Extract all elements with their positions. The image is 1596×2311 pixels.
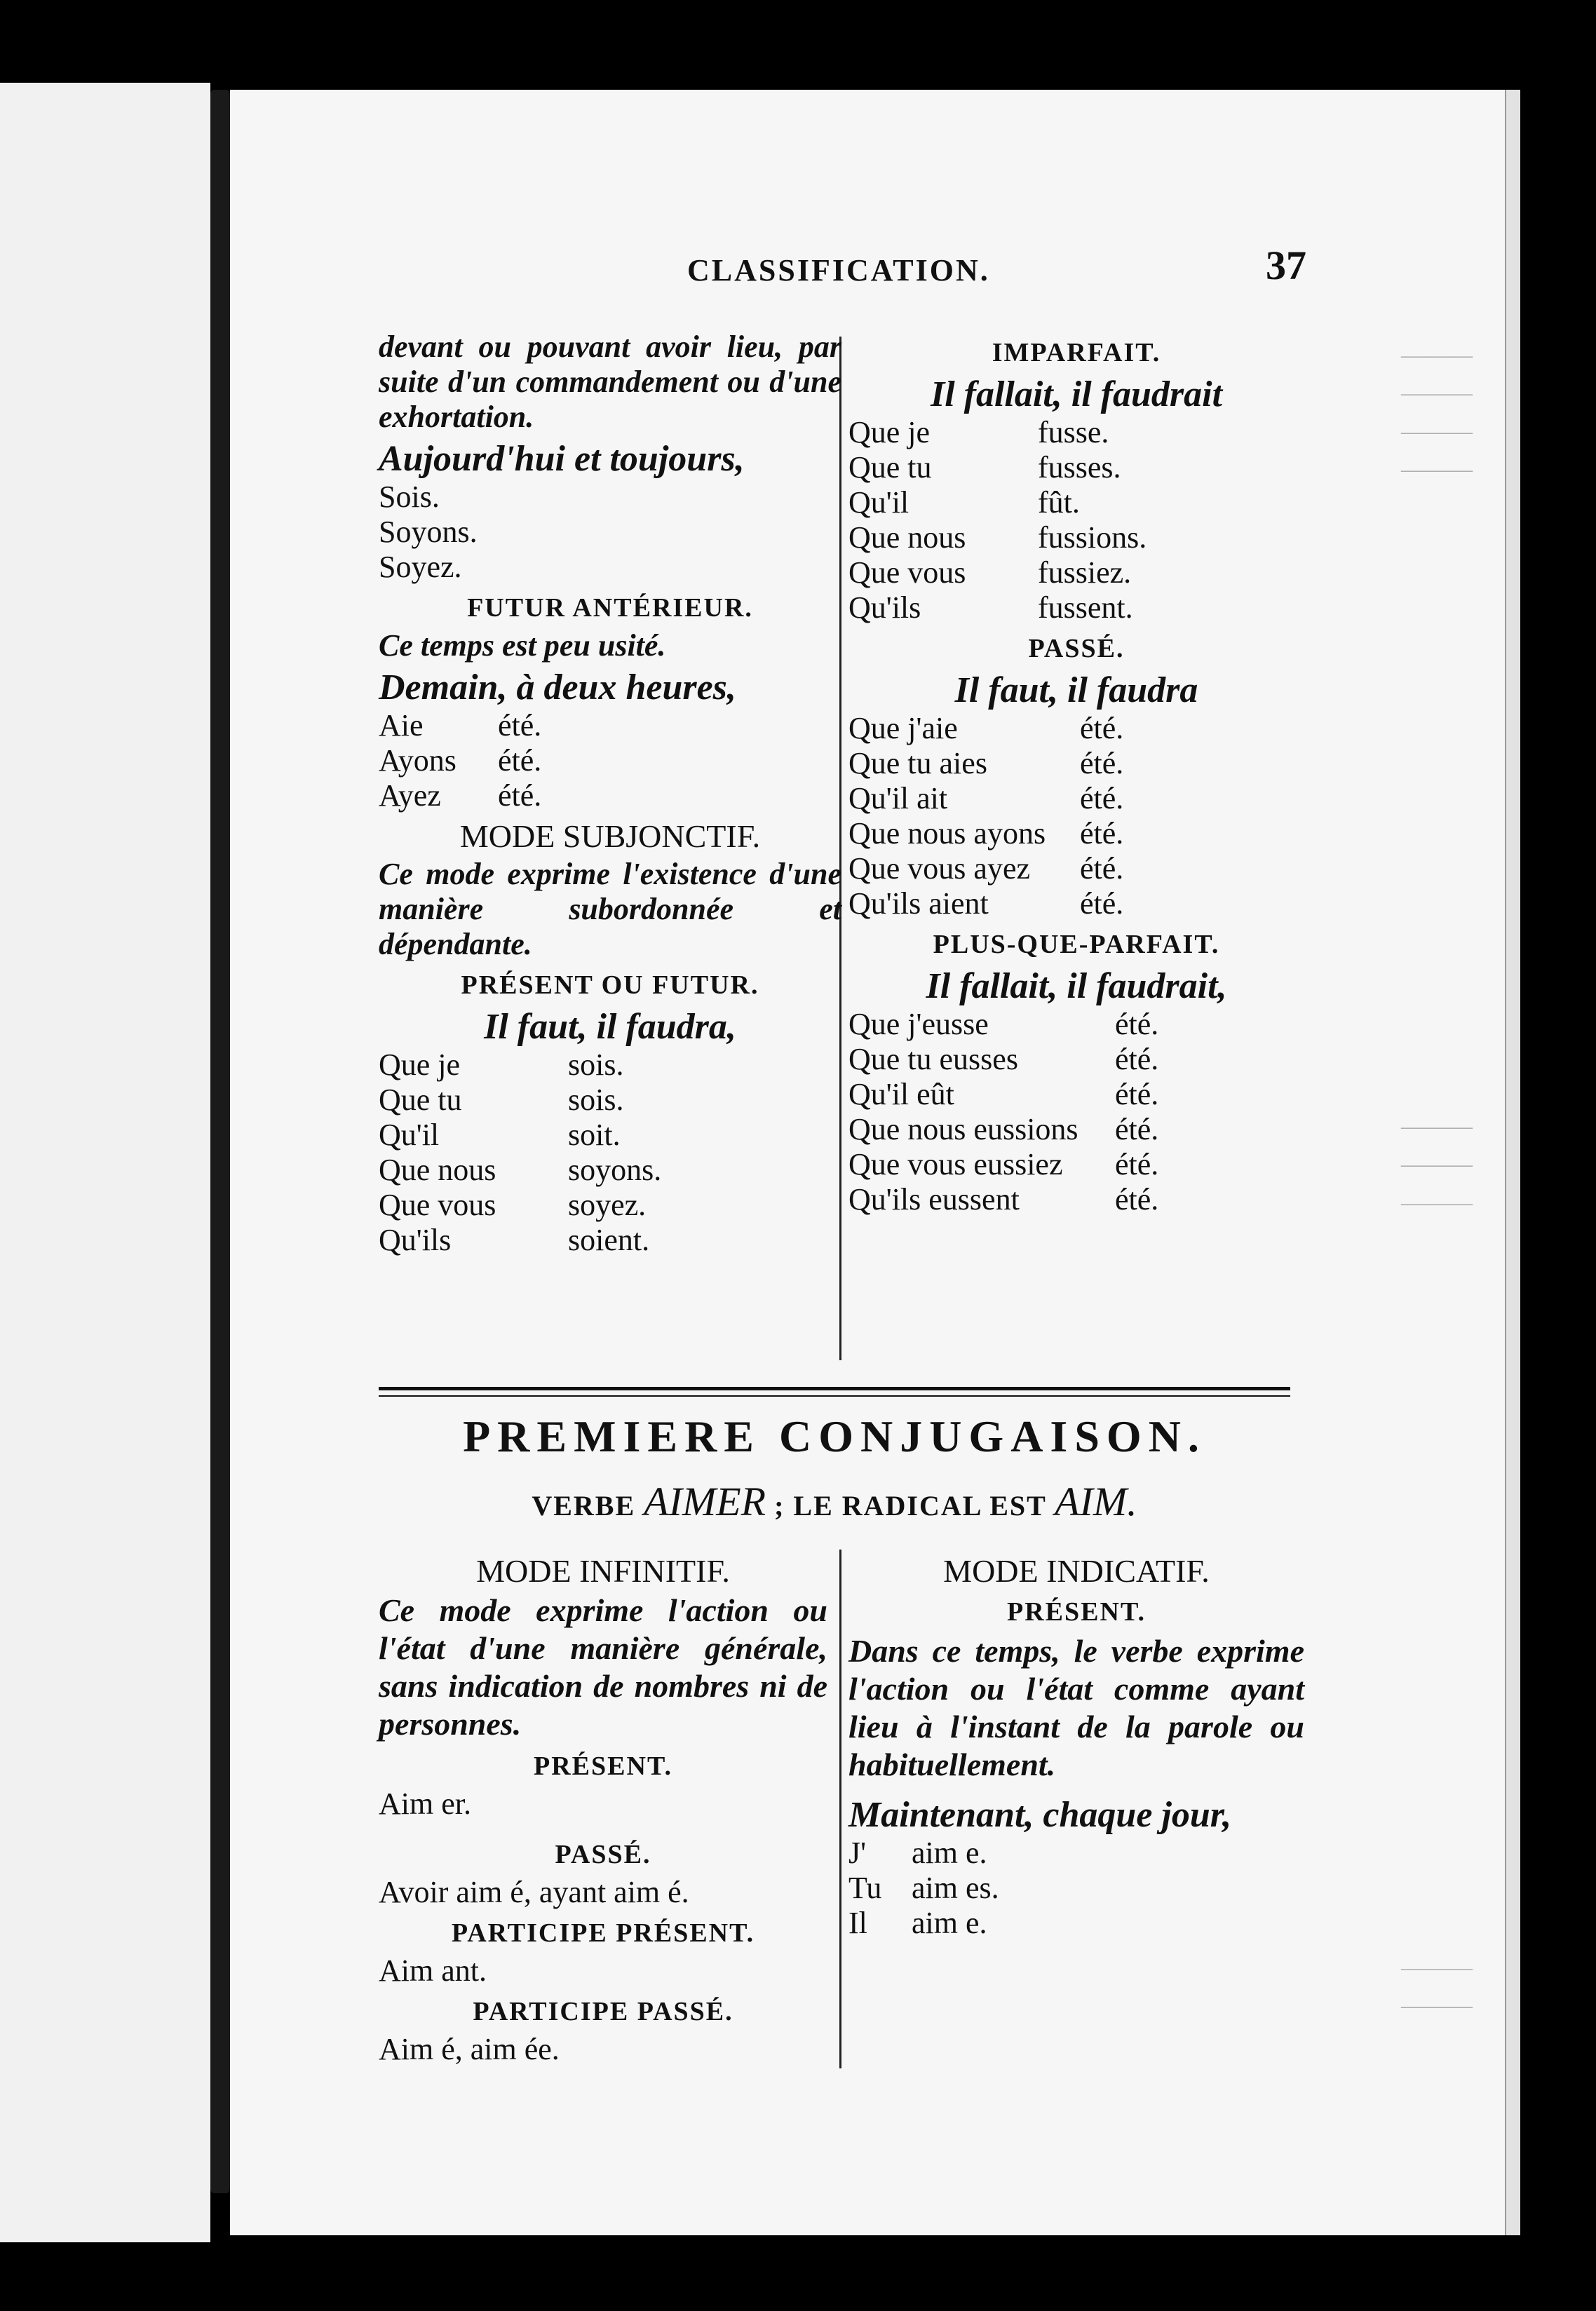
example-phrase: Maintenant, chaque jour,	[848, 1795, 1232, 1835]
example-phrase: Aujourd'hui et toujours,	[379, 439, 745, 479]
conjugation-row	[379, 743, 841, 778]
verb-form: été.	[498, 743, 542, 778]
verb-form: aim e.	[912, 1906, 987, 1940]
verb-form: fusse.	[1038, 415, 1109, 449]
section-heading: IMPARFAIT.	[992, 338, 1161, 367]
conjugation-row	[848, 1042, 1304, 1077]
conjugation-row	[848, 1007, 1304, 1042]
conjugation-row	[848, 1871, 1304, 1906]
verb-form: été.	[1080, 746, 1124, 780]
mode-description: Ce mode exprime l'existence d'une manière subordonnée et dépendante.	[379, 857, 841, 961]
verb-form: été.	[1080, 851, 1124, 886]
pronoun: Qu'ils	[848, 590, 921, 625]
pronoun: Que tu aies	[848, 746, 987, 780]
conjugation-title: PREMIERE CONJUGAISON.	[463, 1411, 1206, 1461]
conjugation-row	[848, 555, 1304, 590]
mode-heading: MODE INDICATIF.	[943, 1553, 1210, 1589]
verb-form: sois.	[568, 1048, 624, 1082]
pronoun: Que nous eussions	[848, 1112, 1078, 1146]
conjugation-row	[848, 1906, 1304, 1941]
pronoun: Qu'ils	[379, 1223, 452, 1257]
conjugation-row	[848, 415, 1304, 450]
pronoun: Qu'il	[379, 1118, 440, 1152]
verb-form: été.	[1115, 1042, 1159, 1076]
verb-form: fussiez.	[1038, 555, 1132, 590]
verb-form: fussent.	[1038, 590, 1133, 625]
verb-form: été.	[498, 778, 542, 813]
example-phrase: Il fallait, il faudrait	[930, 374, 1223, 414]
imperatif-description: devant ou pouvant avoir lieu, par suite d'un commandement ou d'une exhortation.	[379, 330, 841, 434]
pronoun: Qu'ils aient	[848, 886, 989, 921]
pronoun: Aie	[379, 708, 424, 743]
verb-form: fût.	[1038, 485, 1080, 520]
pronoun: Que vous	[379, 1188, 496, 1222]
conjugation-row	[848, 886, 1304, 921]
conjugation-row	[379, 1188, 841, 1223]
conjugation-row	[379, 1223, 841, 1258]
conjugation-row	[379, 1153, 841, 1188]
conjugation-row	[848, 520, 1304, 555]
column-divider	[839, 1550, 841, 2068]
pronoun: Qu'il eût	[848, 1077, 954, 1111]
section-heading: PRÉSENT.	[1007, 1597, 1146, 1627]
separator: ;	[774, 1490, 785, 1522]
upper-left-column	[379, 330, 841, 1258]
tense-note: Ce temps est peu usité.	[379, 628, 666, 663]
mode-heading: MODE INFINITIF.	[476, 1553, 730, 1589]
page-edge	[1505, 90, 1520, 2235]
conjugation-row	[848, 1077, 1304, 1112]
conjugation-row	[848, 450, 1304, 485]
pronoun: Que nous	[848, 520, 966, 555]
radical-name: AIM.	[1055, 1479, 1137, 1524]
section-heading: PRÉSENT.	[534, 1751, 672, 1781]
verb-form: aim e.	[912, 1836, 987, 1870]
verb-form: soient.	[568, 1223, 650, 1257]
section-heading: PARTICIPE PASSÉ.	[473, 1997, 733, 2026]
example-phrase: Il faut, il faudra,	[484, 1007, 736, 1047]
conjugation-row	[379, 708, 841, 743]
pronoun: Qu'ils eussent	[848, 1182, 1020, 1217]
conjugation-row	[848, 746, 1304, 781]
verb-form: été.	[1080, 886, 1124, 921]
verb-form: été.	[498, 708, 542, 743]
verb-form: aim es.	[912, 1871, 999, 1905]
verb-subtitle	[379, 1478, 1290, 1525]
page-number: 37	[1266, 243, 1306, 288]
pronoun: Que nous	[379, 1153, 496, 1187]
conjugation-row	[848, 1147, 1304, 1182]
section-heading: PRÉSENT OU FUTUR.	[461, 970, 759, 1000]
pronoun: Que je	[379, 1048, 461, 1082]
verb-form: été.	[1115, 1112, 1159, 1146]
bleed-through-text: ——— ——— ——— ———	[1401, 342, 1473, 483]
pronoun: Qu'il ait	[848, 781, 948, 815]
pronoun: Que j'eusse	[848, 1007, 989, 1041]
verb-label: VERBE	[532, 1490, 636, 1522]
conjugation-row	[848, 711, 1304, 746]
section-heading: PARTICIPE PRÉSENT.	[451, 1918, 755, 1948]
section-heading: PLUS-QUE-PARFAIT.	[933, 930, 1220, 959]
pronoun: Que vous eussiez	[848, 1147, 1063, 1181]
verb-form: été.	[1115, 1007, 1159, 1041]
running-title: CLASSIFICATION.	[687, 253, 990, 287]
conjugation-row	[848, 781, 1304, 816]
imperative-form: Soyons.	[379, 515, 478, 549]
verb-form: été.	[1115, 1147, 1159, 1181]
infinitive-form: Aim er.	[379, 1787, 471, 1821]
conjugation-row	[848, 851, 1304, 886]
indicatif-column	[848, 1548, 1304, 1941]
pronoun: Que tu	[379, 1083, 462, 1117]
pronoun: Il	[848, 1906, 867, 1940]
participle-form: Aim é, aim ée.	[379, 2032, 560, 2066]
verb-form: été.	[1080, 781, 1124, 815]
conjugation-row	[379, 1083, 841, 1118]
example-phrase: Demain, à deux heures,	[379, 667, 736, 707]
conjugation-row	[848, 590, 1304, 625]
pronoun: Que je	[848, 415, 931, 449]
pronoun: Qu'il	[848, 485, 909, 520]
conjugation-row	[379, 778, 841, 813]
bleed-through-text: ——— ——— ———	[1401, 1113, 1473, 1216]
pronoun: Ayons	[379, 743, 457, 778]
verb-form: fusses.	[1038, 450, 1121, 484]
pronoun: Que tu eusses	[848, 1042, 1018, 1076]
pronoun: Que tu	[848, 450, 932, 484]
section-rule	[379, 1387, 1290, 1390]
imperative-form: Sois.	[379, 480, 440, 514]
verb-form: fussions.	[1038, 520, 1147, 555]
verb-form: soyez.	[568, 1188, 647, 1222]
pronoun: Que nous ayons	[848, 816, 1046, 850]
example-phrase: Il fallait, il faudrait,	[926, 966, 1227, 1006]
verb-form: été.	[1080, 816, 1124, 850]
section-heading: PASSÉ.	[1028, 634, 1125, 663]
pronoun: Que vous	[848, 555, 966, 590]
mode-heading: MODE SUBJONCTIF.	[459, 818, 761, 854]
mode-description: Ce mode exprime l'action ou l'état d'une manière générale, sans indication de nombres ni de personnes.	[379, 1592, 827, 1742]
pronoun: Ayez	[379, 778, 441, 813]
participle-form: Aim ant.	[379, 1953, 487, 1988]
conjugation-row	[848, 816, 1304, 851]
bleed-through-text: ——— ———	[1401, 1955, 1473, 2019]
pronoun: Que vous ayez	[848, 851, 1031, 886]
infinitif-column	[379, 1548, 827, 2067]
upper-right-column	[848, 330, 1304, 1217]
pronoun: Que j'aie	[848, 711, 958, 745]
infinitive-form: Avoir aim é, ayant aim é.	[379, 1875, 689, 1909]
radical-label: LE RADICAL EST	[793, 1490, 1047, 1522]
verb-form: été.	[1115, 1077, 1159, 1111]
example-phrase: Il faut, il faudra	[954, 670, 1198, 710]
book-spine	[210, 90, 230, 2193]
verb-form: soit.	[568, 1118, 621, 1152]
facing-page-edge	[0, 83, 210, 2242]
conjugation-row	[848, 485, 1304, 520]
conjugation-row	[379, 1048, 841, 1083]
imperative-form: Soyez.	[379, 550, 462, 584]
pronoun: Tu	[848, 1871, 882, 1905]
verb-form: été.	[1115, 1182, 1159, 1217]
section-heading: FUTUR ANTÉRIEUR.	[467, 593, 753, 623]
conjugation-row	[848, 1112, 1304, 1147]
verb-form: soyons.	[568, 1153, 662, 1187]
conjugation-row	[848, 1836, 1304, 1871]
verb-form: été.	[1080, 711, 1124, 745]
verb-form: sois.	[568, 1083, 624, 1117]
section-heading: PASSÉ.	[555, 1840, 651, 1869]
verb-name: AIMER	[644, 1479, 766, 1524]
conjugation-row	[379, 1118, 841, 1153]
tense-description: Dans ce temps, le verbe exprime l'action ou l'état comme ayant lieu à l'instant de la parole ou habituellement.	[848, 1633, 1304, 1782]
section-rule	[379, 1395, 1290, 1397]
conjugation-row	[848, 1182, 1304, 1217]
pronoun: J'	[848, 1836, 867, 1870]
